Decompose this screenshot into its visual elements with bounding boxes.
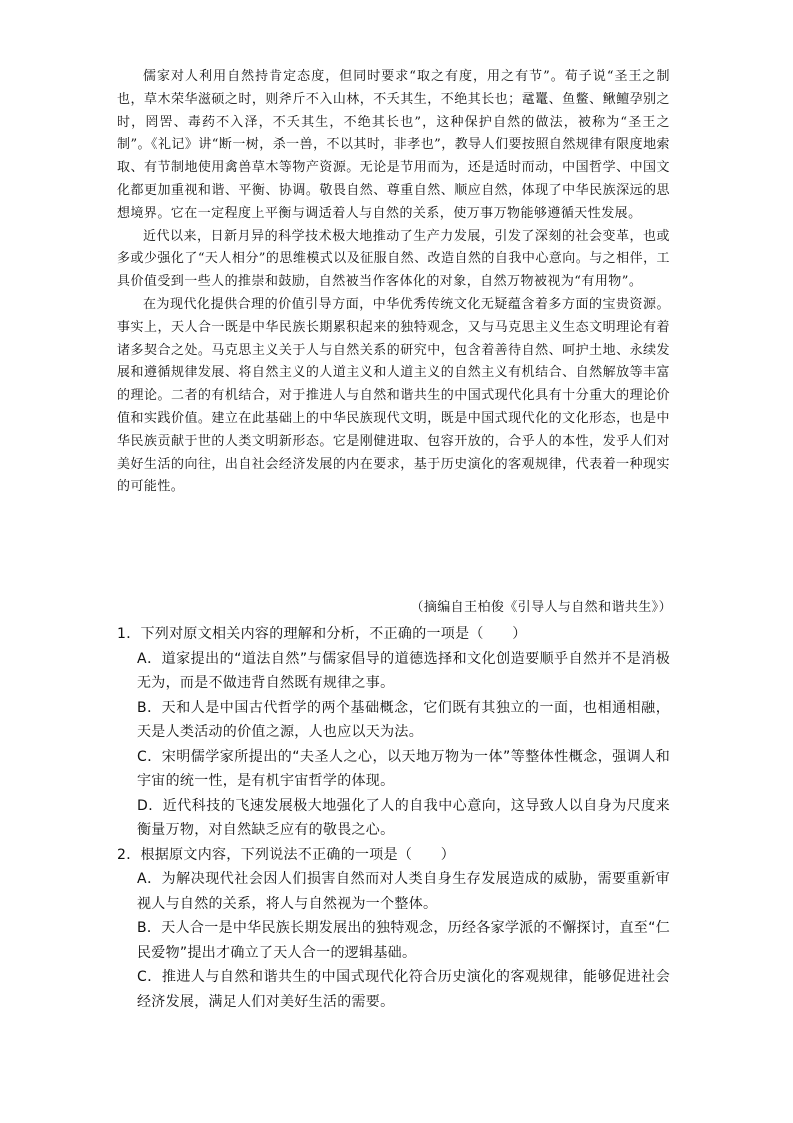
question-option: B．天人合一是中华民族长期发展出的独特观念，历经各家学派的不懈探讨，直至“仁民爱物”提出才确立了天人合一的逻辑基础。	[137, 920, 670, 961]
question-option: D．近代科技的飞速发展极大地强化了人的自我中心意向，这导致人以自身为尺度来衡量万物，对自然缺乏应有的敬畏之心。	[137, 797, 670, 838]
question-option: A．为解决现代社会因人们损害自然而对人类自身生存发展造成的威胁，需要重新审视人与自然的关系，将人与自然视为一个整体。	[137, 871, 670, 912]
question-stem: 2．根据原文内容，下列说法不正确的一项是（ ）	[117, 846, 456, 863]
question-option: C．推进人与自然和谐共生的中国式现代化符合历史演化的客观规律，能够促进社会经济发展，满足人们对美好生活的需要。	[137, 969, 670, 1010]
question-2	[117, 843, 670, 1015]
question-option: B．天和人是中国古代哲学的两个基础概念，它们既有其独立的一面，也相通相融，天是人类活动的价值之源，人也应以天为法。	[137, 699, 670, 740]
question-list	[117, 622, 670, 1014]
passage-paragraph-3: 在为现代化提供合理的价值引导方面，中华优秀传统文化无疑蕴含着多方面的宝贵资源。事实上，天人合一既是中华民族长期累积起来的独特观念，又与马克思主义生态文明理论有着诸多契合之处。马克思主义关于人与自然关系的研究中，包含着善待自然、呵护土地、永续发展和遵循规律发展、将自然主义的人道主义和人道主义的自然主义有机结合、自然解放等丰富的理论。二者的有机结合，对于推进人与自然和谐共生的中国式现代化具有十分重大的理论价值和实践价值。建立在此基础上的中华民族现代文明，既是中国式现代化的文化形态，也是中华民族贡献于世的人类文明新形态。它是刚健进取、包容开放的，合乎人的本性，发乎人们对美好生活的向往，出自社会经济发展的内在要求，基于历史演化的客观规律，代表着一种现实的可能性。	[117, 296, 670, 495]
question-option: C．宋明儒学家所提出的“夫圣人之心，以天地万物为一体”等整体性概念，强调人和宇宙的统一性，是有机宇宙哲学的体现。	[137, 748, 670, 789]
reading-passage	[117, 66, 670, 499]
passage-paragraph-1: 儒家对人利用自然持肯定态度，但同时要求“取之有度，用之有节”。荀子说“圣王之制也，草木荣华滋硕之时，则斧斤不入山林，不夭其生，不绝其长也；鼋鼍、鱼鳖、鳅鳣孕别之时，罔罟、毒药不入泽，不夭其生，不绝其长也”，这种保护自然的做法，被称为“圣王之制”。《礼记》讲“断一树，杀一兽，不以其时，非孝也”，教导人们要按照自然规律有限度地索取、有节制地使用禽兽草木等物产资源。无论是节用而为，还是适时而动，中国哲学、中国文化都更加重视和谐、平衡、协调。敬畏自然、尊重自然、顺应自然，体现了中华民族深远的思想境界。它在一定程度上平衡与调适着人与自然的关系，使万事万物能够遵循天性发展。	[117, 69, 670, 221]
question-option: A．道家提出的“道法自然”与儒家倡导的道德选择和文化创造要顺乎自然并不是消极无为，而是不做违背自然既有规律之事。	[137, 650, 670, 691]
question-stem: 1．下列对原文相关内容的理解和分析，不正确的一项是（ ）	[117, 626, 527, 642]
passage-paragraph-2: 近代以来，日新月异的科学技术极大地推动了生产力发展，引发了深刻的社会变革，也或多或少强化了“天人相分”的思维模式以及征服自然、改造自然的自我中心意向。与之相伴，工具价值受到一些人的推崇和鼓励，自然被当作客体化的对象，自然万物被视为“有用物”。	[117, 228, 670, 290]
passage-source-citation: （摘编自王柏俊《引导人与自然和谐共生》）	[410, 600, 672, 615]
question-1	[117, 622, 670, 843]
